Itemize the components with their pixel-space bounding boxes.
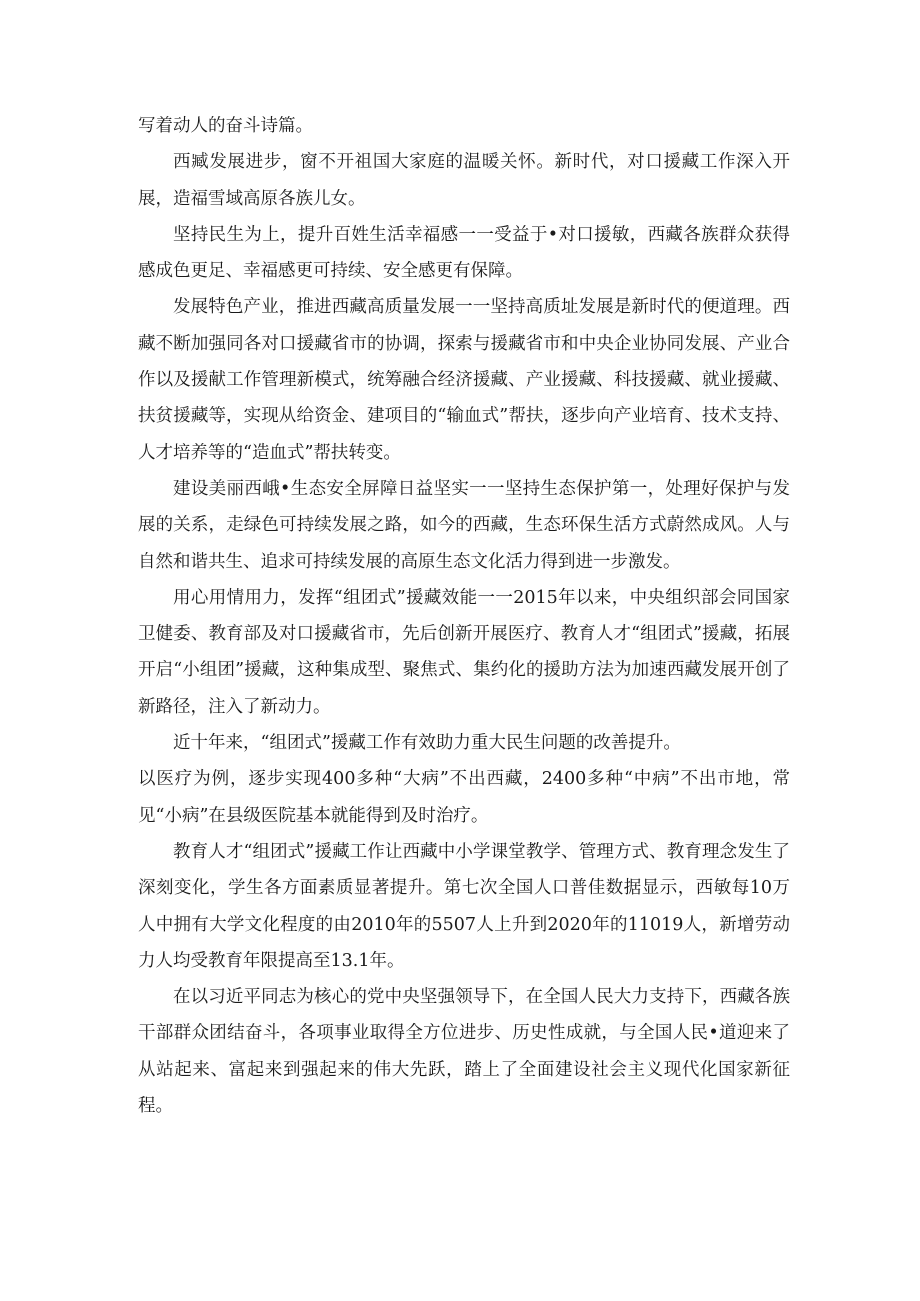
paragraph-9: 教育人才“组团式”援藏工作让西藏中小学课堂教学、管理方式、教育理念发生了深刻变化，学生各方面素质显著提升。第七次全国人口普佳数据显示，西敏每10万人中拥有大学文化程度的由2010年的5507人上升到2020年的11019人，新增劳动力人均受教育年限提高至13.1年。 (138, 841, 790, 971)
paragraph-2: 西臧发展进步，窗不开祖国大家庭的温暖关怀。新时代，对口援藏工作深入开展，造福雪域高原各族儿女。 (138, 152, 790, 209)
paragraph-5: 建设美丽西峨•生态安全屏障日益坚实一一坚持生态保护第一，处理好保护与发展的关系，走绿色可持续发展之路，如今的西藏，生态环保生活方式蔚然成风。人与自然和谐共生、追求可持续发展的高原生态文化活力得到进一步激发。 (138, 478, 790, 572)
document-body (138, 108, 790, 1124)
paragraph-10: 在以习近平同志为核心的党中央坚强领导下，在全国人民大力支持下，西藏各族干部群众团结奋斗，各项事业取得全方位进步、历史性成就，与全国人民•道迎来了从站起来、富起来到强起来的伟大先跃，踏上了全面建设社会主义现代化国家新征程。 (138, 987, 790, 1117)
paragraph-3: 坚持民生为上，提升百姓生活幸福感一一受益于•对口援敏，西藏各族群众获得感成色更足、幸福感更可持续、安全感更有保障。 (138, 224, 790, 282)
paragraph-6: 用心用情用力，发挥“组团式”援藏效能一一2015年以来，中央组织部会同国家卫健委、教育部及对口援藏省市，先后创新开展医疗、教育人才“组团式”援藏，拓展开启“小组团”援藏，这种集成型、聚焦式、集约化的援助方法为加速西藏发展开创了新路径，注入了新动力。 (138, 587, 790, 717)
paragraph-7: 近十年来，“组团式”援藏工作有效助力重大民生问题的改善提升。 (173, 733, 681, 754)
paragraph-4: 发展特色产业，推进西藏高质量发展一一坚持高质址发展是新时代的便道理。西藏不断加强同各对口援藏省市的协调，探索与援藏省市和中央企业协同发展、产业合作以及援献工作管理新模式，统筹融合经济援藏、产业援藏、科技援藏、就业援藏、扶贫援藏等，实现从给资金、建项目的“输血式”帮扶，逐步向产业培育、技术支持、人才培养等的“造血式”帮扶转变。 (138, 297, 790, 463)
paragraph-8: 以医疗为例，逐步实现400多种“大病”不出西藏，2400多种“中病”不出市地，常见“小病”在县级医院基本就能得到及时治疗。 (138, 769, 790, 826)
paragraph-1: 写着动人的奋斗诗篇。 (138, 116, 313, 136)
